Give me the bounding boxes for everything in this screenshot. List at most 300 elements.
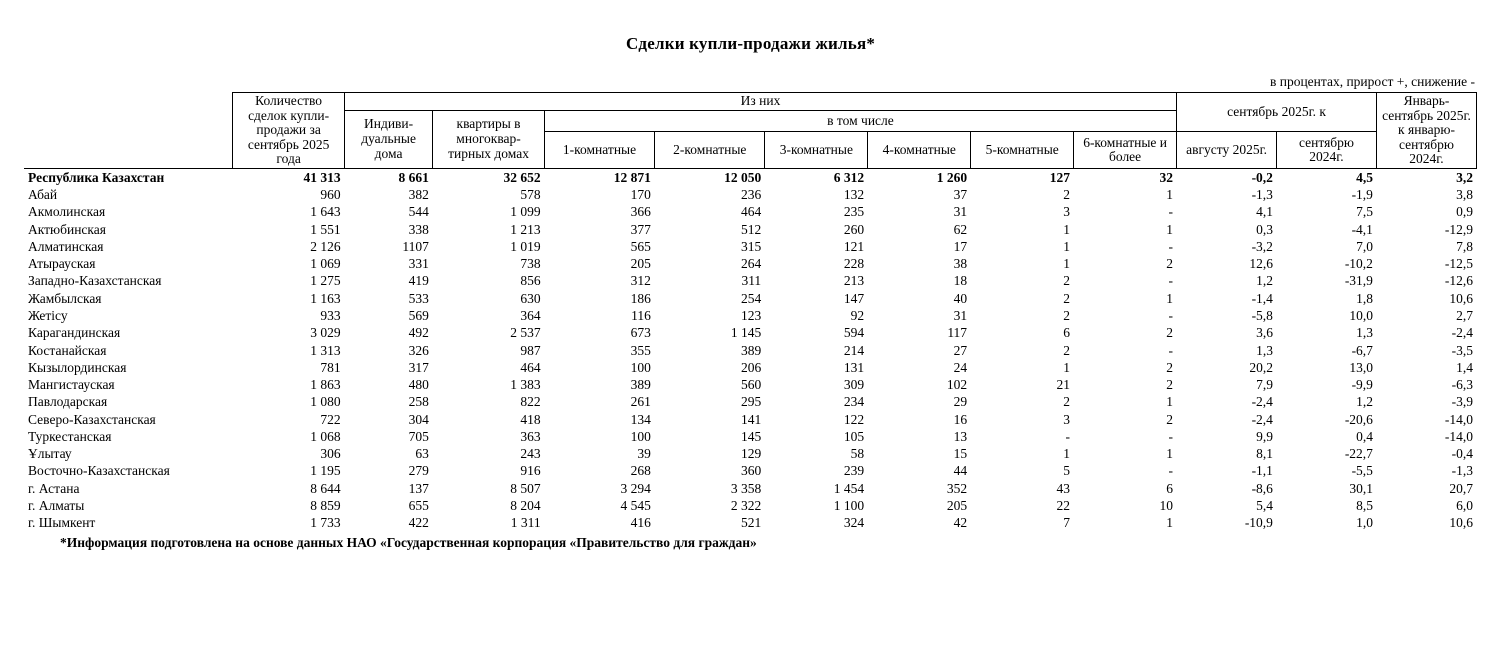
row-region-label: Карагандинская [28,325,121,341]
header-group-including: в том числе [544,110,1176,132]
data-table [24,169,1477,532]
row-value: 8 507 [510,480,541,496]
header-to-august-2025: августу 2025г. [1177,132,1277,168]
row-value: 12,6 [1249,256,1273,272]
row-value: 29 [953,394,968,410]
row-value: 1 213 [510,221,541,237]
row-value: 856 [520,273,541,289]
row-value: 1 [1063,238,1070,254]
row-value: 1 100 [833,497,865,513]
row-value: - [1168,342,1173,358]
row-value: 42 [953,515,968,531]
row-value: 382 [408,187,429,203]
row-value: 1 454 [833,480,865,496]
row-value: 560 [740,377,762,393]
row-value: 12 050 [724,169,762,185]
table-row [24,272,1477,289]
row-value: 2 [1063,273,1070,289]
row-value: -6,7 [1351,342,1373,358]
row-value: 134 [630,411,651,427]
row-value: 8,1 [1256,446,1273,462]
row-region-label: Жамбылская [28,290,102,306]
row-value: 239 [843,463,865,479]
row-value: 92 [850,308,865,324]
row-value: 1 311 [510,515,541,531]
row-value: 100 [630,359,651,375]
row-value: 7 [1063,515,1070,531]
table-row [24,462,1477,479]
table-row [24,290,1477,307]
row-value: 228 [843,256,865,272]
row-value: 58 [850,446,865,462]
row-value: 1,0 [1356,515,1373,531]
row-value: 2 [1166,377,1173,393]
row-value: 492 [408,325,429,341]
row-value: 63 [415,446,429,462]
row-region-label: Восточно-Казахстанская [28,463,170,479]
row-value: 10,6 [1449,290,1473,306]
row-value: 326 [408,342,429,358]
row-value: 21 [1056,377,1070,393]
row-value: 129 [740,446,762,462]
row-value: 3 029 [310,325,341,341]
row-value: 7,5 [1356,204,1373,220]
row-value: 127 [1049,169,1070,185]
row-value: 338 [408,221,429,237]
row-value: 1,2 [1356,394,1373,410]
row-value: 2 [1166,411,1173,427]
row-value: 419 [408,273,429,289]
row-value: 464 [740,204,762,220]
row-value: -10,9 [1244,515,1273,531]
row-value: 1,3 [1356,325,1373,341]
row-value: 137 [408,480,429,496]
page-title: Сделки купли-продажи жилья* [625,34,876,53]
row-value: 512 [740,221,762,237]
row-value: 0,4 [1356,428,1373,444]
row-value: 565 [630,238,651,254]
row-value: - [1168,204,1173,220]
row-value: 355 [630,342,651,358]
row-value: 544 [408,204,429,220]
row-value: 331 [408,256,429,272]
row-value: 236 [740,187,762,203]
row-value: 366 [630,204,651,220]
row-value: 6 [1063,325,1070,341]
row-value: 10,0 [1349,308,1373,324]
row-value: 1 [1166,515,1173,531]
row-value: 122 [843,411,865,427]
row-value: 1 863 [310,377,341,393]
header-apartments: квартиры в многоквар-тирных домах [433,110,545,168]
table-row [24,307,1477,324]
row-value: 2 [1166,325,1173,341]
row-value: -10,2 [1344,256,1373,272]
row-value: -3,2 [1251,238,1273,254]
row-value: 62 [953,221,968,237]
table-row [24,255,1477,272]
row-value: 2 [1063,290,1070,306]
table-row [24,169,1477,186]
row-value: 279 [408,463,429,479]
row-value: 2 126 [310,238,341,254]
row-value: 933 [320,308,341,324]
header-rooms-1: 1-комнатные [544,132,654,168]
row-value: 264 [740,256,762,272]
row-value: -2,4 [1451,325,1473,341]
row-value: 44 [953,463,968,479]
row-region-label: Атырауская [28,256,96,272]
row-value: 38 [953,256,968,272]
row-value: 4 545 [620,497,651,513]
row-region-label: г. Шымкент [28,515,96,531]
row-value: 9,9 [1256,428,1273,444]
row-value: -22,7 [1344,446,1373,462]
row-value: 1 [1166,221,1173,237]
row-value: 2 [1063,187,1070,203]
row-value: 18 [953,273,968,289]
row-value: 960 [320,187,341,203]
row-region-label: г. Алматы [28,497,85,513]
row-value: 145 [740,428,762,444]
table-row [24,445,1477,462]
row-value: 418 [520,411,541,427]
row-value: 1,2 [1256,273,1273,289]
row-value: 13 [953,428,968,444]
row-value: 1 [1166,290,1173,306]
footnote: *Информация подготовлена на основе данных НАО «Государственная корпорация «Правительство для граждан» [60,535,757,551]
row-value: -1,1 [1251,463,1273,479]
row-value: -8,6 [1251,480,1273,496]
document-page [0,34,1501,662]
row-region-label: Абай [28,187,58,203]
row-value: 1 145 [730,325,762,341]
row-value: 480 [408,377,429,393]
row-value: 2,7 [1456,308,1473,324]
row-value: 268 [630,463,651,479]
row-region-label: Мангистауская [28,377,115,393]
row-value: 32 652 [503,169,541,185]
row-value: -1,4 [1251,290,1273,306]
row-value: 116 [631,308,651,324]
row-value: 20,7 [1449,480,1473,496]
row-value: 234 [843,394,865,410]
row-value: 2 [1063,342,1070,358]
row-value: 3,8 [1456,187,1473,203]
table-row [24,514,1477,531]
row-value: 10,6 [1449,515,1473,531]
row-value: 1 [1063,446,1070,462]
row-value: -9,9 [1351,377,1373,393]
row-value: 1 [1063,256,1070,272]
row-value: 27 [953,342,968,358]
units-note: в процентах, прирост +, снижение - [1269,74,1475,89]
row-value: 6 312 [833,169,865,185]
row-value: 24 [953,359,968,375]
row-value: 2 [1166,359,1173,375]
row-value: 1 551 [310,221,341,237]
row-value: 705 [408,428,429,444]
header-table [24,92,1477,169]
row-region-label: Западно-Казахстанская [28,273,162,289]
row-value: -1,3 [1251,187,1273,203]
header-individual-houses: Индиви-дуальные дома [344,110,432,168]
row-value: - [1168,238,1173,254]
row-value: 1 163 [310,290,341,306]
row-value: 578 [520,187,541,203]
row-value: 261 [630,394,651,410]
row-value: 132 [843,187,865,203]
row-value: 141 [740,411,762,427]
header-rooms-4: 4-комнатные [868,132,971,168]
row-value: - [1168,308,1173,324]
row-value: 416 [630,515,651,531]
header-group-sep2025-to: сентябрь 2025г. к [1177,93,1377,132]
row-value: -5,5 [1351,463,1373,479]
row-value: 43 [1056,480,1070,496]
row-value: -1,9 [1351,187,1373,203]
row-value: 31 [953,308,968,324]
table-row [24,324,1477,341]
row-value: 7,0 [1356,238,1373,254]
row-value: -14,0 [1444,411,1473,427]
row-value: 6 [1166,480,1173,496]
row-value: 8,5 [1356,497,1373,513]
row-value: 100 [630,428,651,444]
row-value: 30,1 [1349,480,1373,496]
row-value: 673 [630,325,651,341]
row-value: 31 [953,204,968,220]
row-value: 12 871 [613,169,651,185]
row-value: 389 [630,377,651,393]
row-value: 422 [408,515,429,531]
row-value: 117 [947,325,968,341]
row-value: 594 [843,325,865,341]
header-total-deals: Количество сделок купли-продажи за сентябрь 2025 года [233,93,345,169]
row-value: 364 [520,308,541,324]
row-value: -20,6 [1344,411,1373,427]
row-region-label: Республика Казахстан [28,169,165,185]
row-value: 1 260 [936,169,968,185]
row-value: 5 [1063,463,1070,479]
row-value: 206 [740,359,762,375]
row-value: 1 069 [310,256,341,272]
header-region-blank [24,93,233,169]
row-value: - [1065,428,1070,444]
row-value: 8 661 [398,169,429,185]
row-value: 32 [1159,169,1173,185]
row-value: -2,4 [1251,394,1273,410]
row-value: -6,3 [1451,377,1473,393]
table-row [24,221,1477,238]
row-value: 363 [520,428,541,444]
row-value: 39 [637,446,651,462]
row-value: 1 [1166,187,1173,203]
row-value: 2 [1166,256,1173,272]
row-value: 7,8 [1456,238,1473,254]
row-value: 2 [1063,394,1070,410]
row-value: -5,8 [1251,308,1273,324]
row-value: 306 [320,446,341,462]
row-value: 309 [843,377,865,393]
row-value: 17 [953,238,968,254]
row-value: 15 [953,446,968,462]
table-row [24,428,1477,445]
row-value: 352 [946,480,968,496]
row-value: -12,5 [1444,256,1473,272]
row-region-label: Павлодарская [28,394,108,410]
row-value: 521 [740,515,762,531]
row-value: - [1168,463,1173,479]
row-value: 987 [520,342,541,358]
row-value: 8 644 [310,480,341,496]
row-value: 131 [843,359,865,375]
row-value: 822 [520,394,541,410]
row-value: 312 [630,273,651,289]
row-value: 295 [740,394,762,410]
table-row [24,342,1477,359]
row-value: 8 204 [510,497,541,513]
row-value: 360 [740,463,762,479]
row-value: 317 [408,359,429,375]
row-value: -31,9 [1344,273,1373,289]
row-value: -12,9 [1444,221,1473,237]
header-rooms-5: 5-комнатные [971,132,1074,168]
row-value: 1 [1166,446,1173,462]
row-value: 147 [843,290,865,306]
row-value: 1107 [402,238,429,254]
row-value: 4,1 [1256,204,1273,220]
row-value: -12,6 [1444,273,1473,289]
row-value: 1,4 [1456,359,1473,375]
row-value: -1,3 [1451,463,1473,479]
row-value: 123 [740,308,762,324]
row-value: 569 [408,308,429,324]
row-region-label: Туркестанская [28,428,112,444]
table-row [24,411,1477,428]
row-value: 3,6 [1256,325,1273,341]
row-value: 13,0 [1349,359,1373,375]
row-value: -0,2 [1251,169,1273,185]
row-region-label: Ұлытау [28,446,72,462]
row-value: 105 [843,428,865,444]
row-value: 311 [741,273,762,289]
header-jan-sep: Январь-сентябрь 2025г. к январю-сентябрю 2024г. [1376,93,1476,169]
row-value: 324 [843,515,865,531]
row-value: 102 [946,377,968,393]
table-row [24,376,1477,393]
row-value: 258 [408,394,429,410]
table-row [24,497,1477,514]
row-value: 1 313 [310,342,341,358]
row-value: - [1168,273,1173,289]
table-row [24,203,1477,220]
row-region-label: Костанайская [28,342,107,358]
row-value: 655 [408,497,429,513]
row-value: -14,0 [1444,428,1473,444]
row-value: 1 019 [510,238,541,254]
row-region-label: Акмолинская [28,204,106,220]
row-value: 0,9 [1456,204,1473,220]
row-value: 464 [520,359,541,375]
row-value: 1 195 [310,463,341,479]
row-region-label: Актюбинская [28,221,106,237]
row-region-label: Кызылординская [28,359,127,375]
row-value: 170 [630,187,651,203]
row-value: 1 643 [310,204,341,220]
row-value: 315 [740,238,762,254]
row-value: 377 [630,221,651,237]
row-value: 3 294 [620,480,651,496]
row-value: 6,0 [1456,497,1473,513]
row-value: 10 [1159,497,1173,513]
table-row [24,359,1477,376]
row-region-label: Жетісу [28,308,68,324]
row-region-label: г. Астана [28,480,80,496]
row-value: 0,3 [1256,221,1273,237]
row-value: 2 [1063,308,1070,324]
row-value: 5,4 [1256,497,1273,513]
table-row [24,238,1477,255]
row-value: 2 537 [510,325,541,341]
row-value: 37 [953,187,968,203]
row-value: 1 [1166,394,1173,410]
row-value: 630 [520,290,541,306]
row-value: 205 [946,497,968,513]
header-group-of-which: Из них [344,93,1176,111]
row-value: 260 [843,221,865,237]
row-value: 20,2 [1249,359,1273,375]
row-value: 1 383 [510,377,541,393]
row-value: 781 [320,359,341,375]
row-value: 4,5 [1356,169,1373,185]
row-value: -3,9 [1451,394,1473,410]
row-value: 243 [520,446,541,462]
row-value: 8 859 [310,497,341,513]
row-value: 1 080 [310,394,341,410]
row-value: 533 [408,290,429,306]
row-value: 41 313 [303,169,341,185]
row-value: 7,9 [1256,377,1273,393]
row-value: 3 [1063,411,1070,427]
row-value: 22 [1056,497,1070,513]
row-value: 1 [1063,359,1070,375]
row-value: 1 275 [310,273,341,289]
row-value: 3,2 [1456,169,1473,185]
row-value: -3,5 [1451,342,1473,358]
row-value: 254 [740,290,762,306]
row-value: 186 [630,290,651,306]
table-row [24,480,1477,497]
row-value: 3 [1063,204,1070,220]
row-value: 916 [520,463,541,479]
row-value: 1,8 [1356,290,1373,306]
row-value: 40 [953,290,968,306]
row-value: 121 [843,238,865,254]
row-value: -4,1 [1351,221,1373,237]
row-value: 214 [843,342,865,358]
header-rooms-2: 2-комнатные [655,132,765,168]
row-region-label: Алматинская [28,238,104,254]
row-value: 2 322 [730,497,762,513]
row-value: 1 099 [510,204,541,220]
row-value: 3 358 [730,480,762,496]
row-value: -0,4 [1451,446,1473,462]
row-value: 722 [320,411,341,427]
row-value: 213 [843,273,865,289]
row-value: 235 [843,204,865,220]
table-row [24,393,1477,410]
